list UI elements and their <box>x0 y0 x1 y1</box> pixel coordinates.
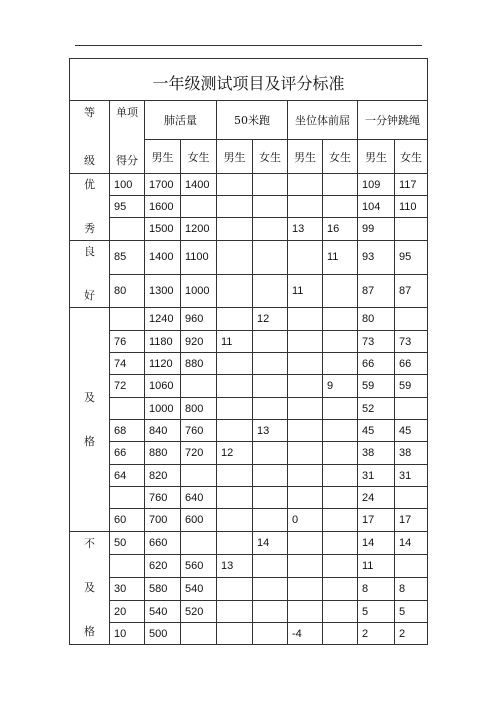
table-row <box>70 509 428 532</box>
cell-vital-female: 1200 <box>181 218 217 241</box>
cell-score <box>110 398 145 420</box>
table-row <box>70 241 428 275</box>
table-row <box>70 218 428 241</box>
cell-vital-female: 1000 <box>181 274 217 308</box>
cell-score: 68 <box>110 420 145 442</box>
cell-vital-male: 1700 <box>145 174 181 196</box>
cell-rope-male: 8 <box>358 578 395 601</box>
cell-dash-male <box>217 241 253 275</box>
cell-reach-male <box>288 532 323 555</box>
cell-rope-female: 66 <box>395 353 428 375</box>
cell-rope-male: 45 <box>358 420 395 442</box>
cell-rope-female: 8 <box>395 578 428 601</box>
header-row-1 <box>70 101 428 140</box>
header-male: 男生 <box>145 140 181 174</box>
cell-dash-male <box>217 487 253 509</box>
cell-vital-female: 960 <box>181 308 217 331</box>
grade-good: 良 好 <box>70 241 110 308</box>
cell-dash-female <box>253 398 288 420</box>
cell-score: 60 <box>110 509 145 532</box>
cell-score: 66 <box>110 442 145 465</box>
cell-vital-male: 1000 <box>145 398 181 420</box>
cell-rope-male: 59 <box>358 375 395 398</box>
cell-dash-female <box>253 555 288 578</box>
table-row <box>70 308 428 331</box>
cell-reach-female <box>323 487 358 509</box>
cell-reach-female <box>323 578 358 601</box>
cell-rope-male: 93 <box>358 241 395 275</box>
cell-rope-male: 99 <box>358 218 395 241</box>
header-female: 女生 <box>395 140 428 174</box>
cell-reach-male <box>288 578 323 601</box>
cell-score: 50 <box>110 532 145 555</box>
cell-vital-female <box>181 465 217 487</box>
cell-vital-male: 700 <box>145 509 181 532</box>
cell-rope-male: 109 <box>358 174 395 196</box>
cell-reach-female <box>323 420 358 442</box>
cell-dash-female <box>253 375 288 398</box>
cell-reach-female <box>323 174 358 196</box>
page-title: 一年级测试项目及评分标准 <box>70 59 428 101</box>
cell-rope-female: 17 <box>395 509 428 532</box>
title-row <box>70 59 428 101</box>
cell-dash-male <box>217 509 253 532</box>
cell-reach-male: -4 <box>288 623 323 645</box>
cell-dash-female <box>253 465 288 487</box>
cell-dash-male <box>217 174 253 196</box>
cell-score <box>110 487 145 509</box>
header-male: 男生 <box>288 140 323 174</box>
cell-reach-male: 13 <box>288 218 323 241</box>
grade-fail: 不 及 格 <box>70 532 110 645</box>
header-dash50: 50米跑 <box>217 101 288 140</box>
cell-vital-male: 540 <box>145 601 181 623</box>
cell-dash-female <box>253 578 288 601</box>
table-row <box>70 398 428 420</box>
cell-dash-male: 11 <box>217 331 253 353</box>
table-row <box>70 353 428 375</box>
cell-rope-male: 5 <box>358 601 395 623</box>
cell-reach-female <box>323 555 358 578</box>
cell-dash-male <box>217 578 253 601</box>
cell-rope-female <box>395 555 428 578</box>
cell-rope-female: 31 <box>395 465 428 487</box>
cell-reach-female <box>323 532 358 555</box>
cell-rope-male: 24 <box>358 487 395 509</box>
cell-reach-male <box>288 442 323 465</box>
table-row <box>70 375 428 398</box>
cell-reach-female <box>323 196 358 218</box>
cell-vital-male: 1240 <box>145 308 181 331</box>
cell-score: 64 <box>110 465 145 487</box>
cell-score: 72 <box>110 375 145 398</box>
cell-vital-female <box>181 532 217 555</box>
cell-reach-male <box>288 465 323 487</box>
cell-dash-male <box>217 308 253 331</box>
cell-dash-female <box>253 487 288 509</box>
cell-vital-male: 580 <box>145 578 181 601</box>
cell-reach-female <box>323 465 358 487</box>
cell-reach-male <box>288 241 323 275</box>
cell-vital-female: 760 <box>181 420 217 442</box>
cell-rope-female: 59 <box>395 375 428 398</box>
cell-dash-female: 13 <box>253 420 288 442</box>
header-female: 女生 <box>323 140 358 174</box>
cell-dash-male <box>217 532 253 555</box>
header-score: 单项 得分 <box>110 101 145 174</box>
cell-score: 30 <box>110 578 145 601</box>
cell-dash-male <box>217 398 253 420</box>
cell-vital-male: 1600 <box>145 196 181 218</box>
cell-dash-female <box>253 353 288 375</box>
header-level: 等 级 <box>70 101 110 174</box>
cell-rope-male: 66 <box>358 353 395 375</box>
table-row <box>70 532 428 555</box>
cell-dash-female <box>253 218 288 241</box>
cell-reach-female <box>323 331 358 353</box>
grade-excellent: 优 秀 <box>70 174 110 241</box>
cell-vital-female <box>181 623 217 645</box>
cell-vital-female: 540 <box>181 578 217 601</box>
cell-vital-male: 1300 <box>145 274 181 308</box>
table-row <box>70 442 428 465</box>
cell-reach-male <box>288 196 323 218</box>
cell-reach-male <box>288 601 323 623</box>
cell-rope-male: 11 <box>358 555 395 578</box>
cell-rope-female: 38 <box>395 442 428 465</box>
cell-dash-male <box>217 375 253 398</box>
table-row <box>70 555 428 578</box>
cell-reach-female: 11 <box>323 241 358 275</box>
cell-score: 80 <box>110 274 145 308</box>
cell-dash-male <box>217 623 253 645</box>
cell-reach-male <box>288 353 323 375</box>
cell-vital-male: 1060 <box>145 375 181 398</box>
cell-score <box>110 555 145 578</box>
cell-dash-female <box>253 442 288 465</box>
header-male: 男生 <box>217 140 253 174</box>
cell-vital-male: 1500 <box>145 218 181 241</box>
cell-vital-male: 620 <box>145 555 181 578</box>
cell-score: 95 <box>110 196 145 218</box>
cell-dash-male <box>217 218 253 241</box>
cell-dash-male <box>217 196 253 218</box>
header-female: 女生 <box>253 140 288 174</box>
cell-dash-male: 13 <box>217 555 253 578</box>
cell-vital-female: 1100 <box>181 241 217 275</box>
cell-rope-female: 5 <box>395 601 428 623</box>
cell-dash-female <box>253 241 288 275</box>
cell-rope-female <box>395 398 428 420</box>
table-row <box>70 465 428 487</box>
cell-dash-female <box>253 274 288 308</box>
cell-vital-male: 760 <box>145 487 181 509</box>
cell-vital-male: 1400 <box>145 241 181 275</box>
cell-rope-female: 14 <box>395 532 428 555</box>
table-row <box>70 420 428 442</box>
cell-reach-female <box>323 442 358 465</box>
cell-dash-male <box>217 601 253 623</box>
cell-dash-female <box>253 623 288 645</box>
cell-reach-male <box>288 174 323 196</box>
cell-vital-female <box>181 375 217 398</box>
table-row <box>70 174 428 196</box>
cell-dash-female <box>253 331 288 353</box>
table-row <box>70 578 428 601</box>
cell-vital-female: 720 <box>181 442 217 465</box>
cell-rope-female: 110 <box>395 196 428 218</box>
cell-reach-female: 16 <box>323 218 358 241</box>
header-rope: 一分钟跳绳 <box>358 101 428 140</box>
cell-rope-male: 2 <box>358 623 395 645</box>
cell-reach-female <box>323 509 358 532</box>
cell-score <box>110 308 145 331</box>
cell-rope-male: 73 <box>358 331 395 353</box>
cell-reach-male <box>288 487 323 509</box>
cell-vital-female: 920 <box>181 331 217 353</box>
cell-rope-male: 31 <box>358 465 395 487</box>
cell-reach-female <box>323 353 358 375</box>
header-sit-reach: 坐位体前屈 <box>288 101 358 140</box>
cell-reach-male <box>288 420 323 442</box>
cell-vital-female: 880 <box>181 353 217 375</box>
grade-pass: 及 格 <box>70 308 110 532</box>
table-row <box>70 274 428 308</box>
cell-dash-female <box>253 509 288 532</box>
table-row <box>70 331 428 353</box>
cell-rope-male: 87 <box>358 274 395 308</box>
cell-vital-male: 880 <box>145 442 181 465</box>
cell-rope-male: 14 <box>358 532 395 555</box>
cell-rope-female <box>395 487 428 509</box>
cell-score: 74 <box>110 353 145 375</box>
cell-vital-female <box>181 196 217 218</box>
cell-vital-female: 800 <box>181 398 217 420</box>
cell-rope-female: 95 <box>395 241 428 275</box>
cell-rope-female: 87 <box>395 274 428 308</box>
cell-reach-male <box>288 375 323 398</box>
cell-reach-male: 0 <box>288 509 323 532</box>
cell-score: 76 <box>110 331 145 353</box>
header-vital-capacity: 肺活量 <box>145 101 217 140</box>
header-female: 女生 <box>181 140 217 174</box>
cell-reach-male <box>288 308 323 331</box>
cell-rope-female: 117 <box>395 174 428 196</box>
cell-rope-male: 17 <box>358 509 395 532</box>
cell-vital-female: 1400 <box>181 174 217 196</box>
cell-vital-female: 600 <box>181 509 217 532</box>
scoring-table <box>69 58 428 645</box>
table-row <box>70 487 428 509</box>
cell-vital-male: 820 <box>145 465 181 487</box>
cell-dash-female: 12 <box>253 308 288 331</box>
cell-rope-male: 80 <box>358 308 395 331</box>
table-row <box>70 623 428 645</box>
cell-reach-female: 9 <box>323 375 358 398</box>
table-row <box>70 601 428 623</box>
cell-rope-female <box>395 308 428 331</box>
cell-reach-male <box>288 398 323 420</box>
cell-vital-female: 520 <box>181 601 217 623</box>
cell-reach-female <box>323 274 358 308</box>
cell-score: 20 <box>110 601 145 623</box>
cell-reach-female <box>323 308 358 331</box>
cell-rope-female: 45 <box>395 420 428 442</box>
cell-vital-female: 640 <box>181 487 217 509</box>
cell-dash-male <box>217 465 253 487</box>
cell-reach-male <box>288 555 323 578</box>
table-row <box>70 196 428 218</box>
cell-reach-male <box>288 331 323 353</box>
cell-dash-male <box>217 274 253 308</box>
header-male: 男生 <box>358 140 395 174</box>
cell-dash-female <box>253 174 288 196</box>
cell-rope-female: 73 <box>395 331 428 353</box>
cell-vital-male: 500 <box>145 623 181 645</box>
cell-rope-male: 104 <box>358 196 395 218</box>
cell-score: 85 <box>110 241 145 275</box>
cell-dash-male <box>217 420 253 442</box>
top-rule <box>75 45 422 46</box>
cell-rope-female <box>395 218 428 241</box>
cell-reach-female <box>323 601 358 623</box>
cell-vital-male: 660 <box>145 532 181 555</box>
cell-score: 10 <box>110 623 145 645</box>
cell-dash-female <box>253 601 288 623</box>
cell-dash-male <box>217 353 253 375</box>
cell-rope-female: 2 <box>395 623 428 645</box>
cell-reach-female <box>323 623 358 645</box>
cell-vital-male: 840 <box>145 420 181 442</box>
cell-reach-male: 11 <box>288 274 323 308</box>
cell-dash-female <box>253 196 288 218</box>
cell-vital-male: 1120 <box>145 353 181 375</box>
cell-vital-female: 560 <box>181 555 217 578</box>
cell-rope-male: 52 <box>358 398 395 420</box>
cell-dash-female: 14 <box>253 532 288 555</box>
cell-score <box>110 218 145 241</box>
cell-vital-male: 1180 <box>145 331 181 353</box>
cell-rope-male: 38 <box>358 442 395 465</box>
cell-reach-female <box>323 398 358 420</box>
cell-dash-male: 12 <box>217 442 253 465</box>
cell-score: 100 <box>110 174 145 196</box>
